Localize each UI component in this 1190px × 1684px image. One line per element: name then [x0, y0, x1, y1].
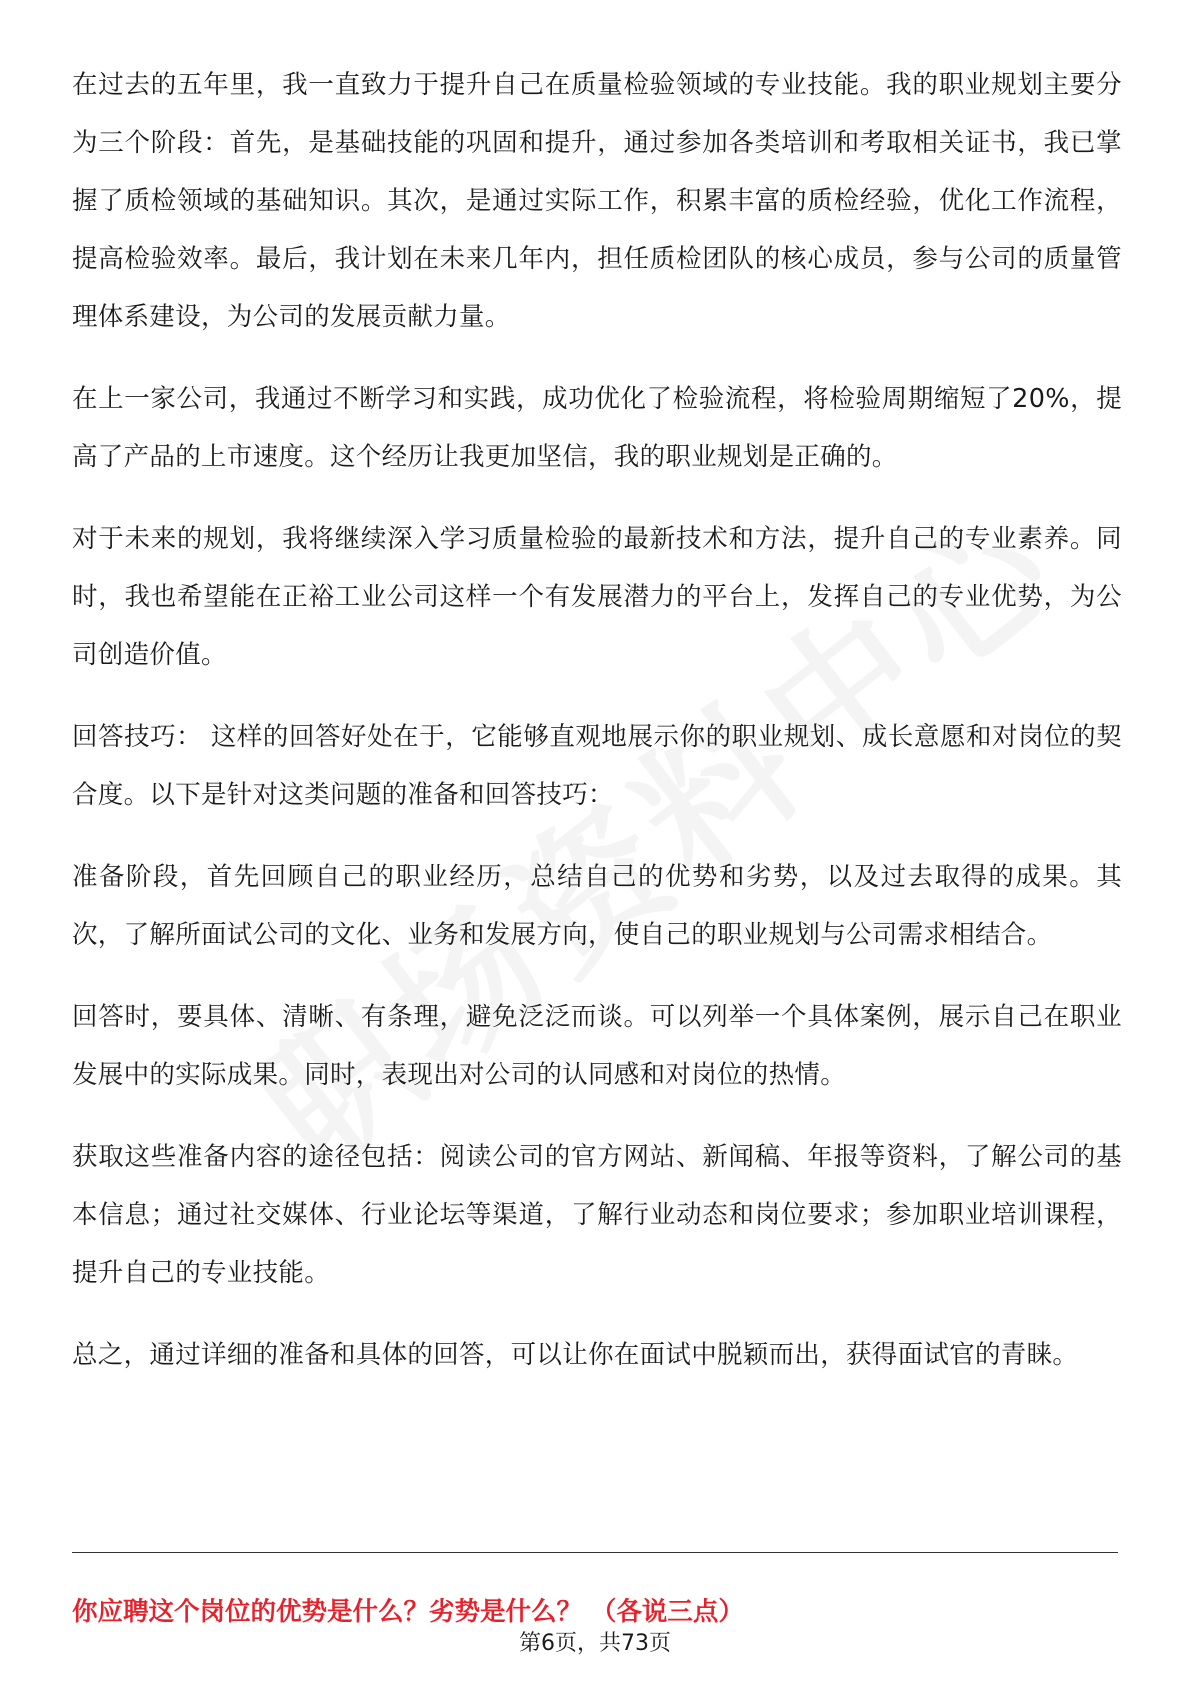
paragraph-career-plan: 在过去的五年里，我一直致力于提升自己在质量检验领域的专业技能。我的职业规划主要分为三个阶段：首先，是基础技能的巩固和提升，通过参加各类培训和考取相关证书，我已掌握了质检领域的基础知识。其次，是通过实际工作，积累丰富的质检经验，优化工作流程，提高检验效率。最后，我计划在未来几年内，担任质检团队的核心成员，参与公司的质量管理体系建设，为公司的发展贡献力量。 — [72, 70, 1122, 332]
next-question-heading: 你应聘这个岗位的优势是什么？劣势是什么？ （各说三点） — [72, 1597, 744, 1627]
section-divider — [72, 1552, 1118, 1553]
paragraph-resources: 获取这些准备内容的途径包括：阅读公司的官方网站、新闻稿、年报等资料，了解公司的基本信息；通过社交媒体、行业论坛等渠道，了解行业动态和岗位要求；参加职业培训课程，提升自己的专业技能。 — [72, 1142, 1122, 1288]
page-number: 第6页，共73页 — [519, 1631, 671, 1656]
document-body — [72, 56, 1122, 1408]
paragraph-preparation: 准备阶段，首先回顾自己的职业经历，总结自己的优势和劣势，以及过去取得的成果。其次，了解所面试公司的文化、业务和发展方向，使自己的职业规划与公司需求相结合。 — [72, 862, 1122, 950]
paragraph-summary: 总之，通过详细的准备和具体的回答，可以让你在面试中脱颖而出，获得面试官的青睐。 — [72, 1340, 1079, 1370]
paragraph-future-plan: 对于未来的规划，我将继续深入学习质量检验的最新技术和方法，提升自己的专业素养。同时，我也希望能在正裕工业公司这样一个有发展潜力的平台上，发挥自己的专业优势，为公司创造价值。 — [72, 524, 1122, 670]
paragraph-answering: 回答时，要具体、清晰、有条理，避免泛泛而谈。可以列举一个具体案例，展示自己在职业发展中的实际成果。同时，表现出对公司的认同感和对岗位的热情。 — [72, 1002, 1122, 1090]
paragraph-previous-company: 在上一家公司，我通过不断学习和实践，成功优化了检验流程，将检验周期缩短了20%，提高了产品的上市速度。这个经历让我更加坚信，我的职业规划是正确的。 — [72, 384, 1122, 472]
paragraph-answer-tips: 回答技巧： 这样的回答好处在于，它能够直观地展示你的职业规划、成长意愿和对岗位的契合度。以下是针对这类问题的准备和回答技巧： — [72, 722, 1122, 810]
